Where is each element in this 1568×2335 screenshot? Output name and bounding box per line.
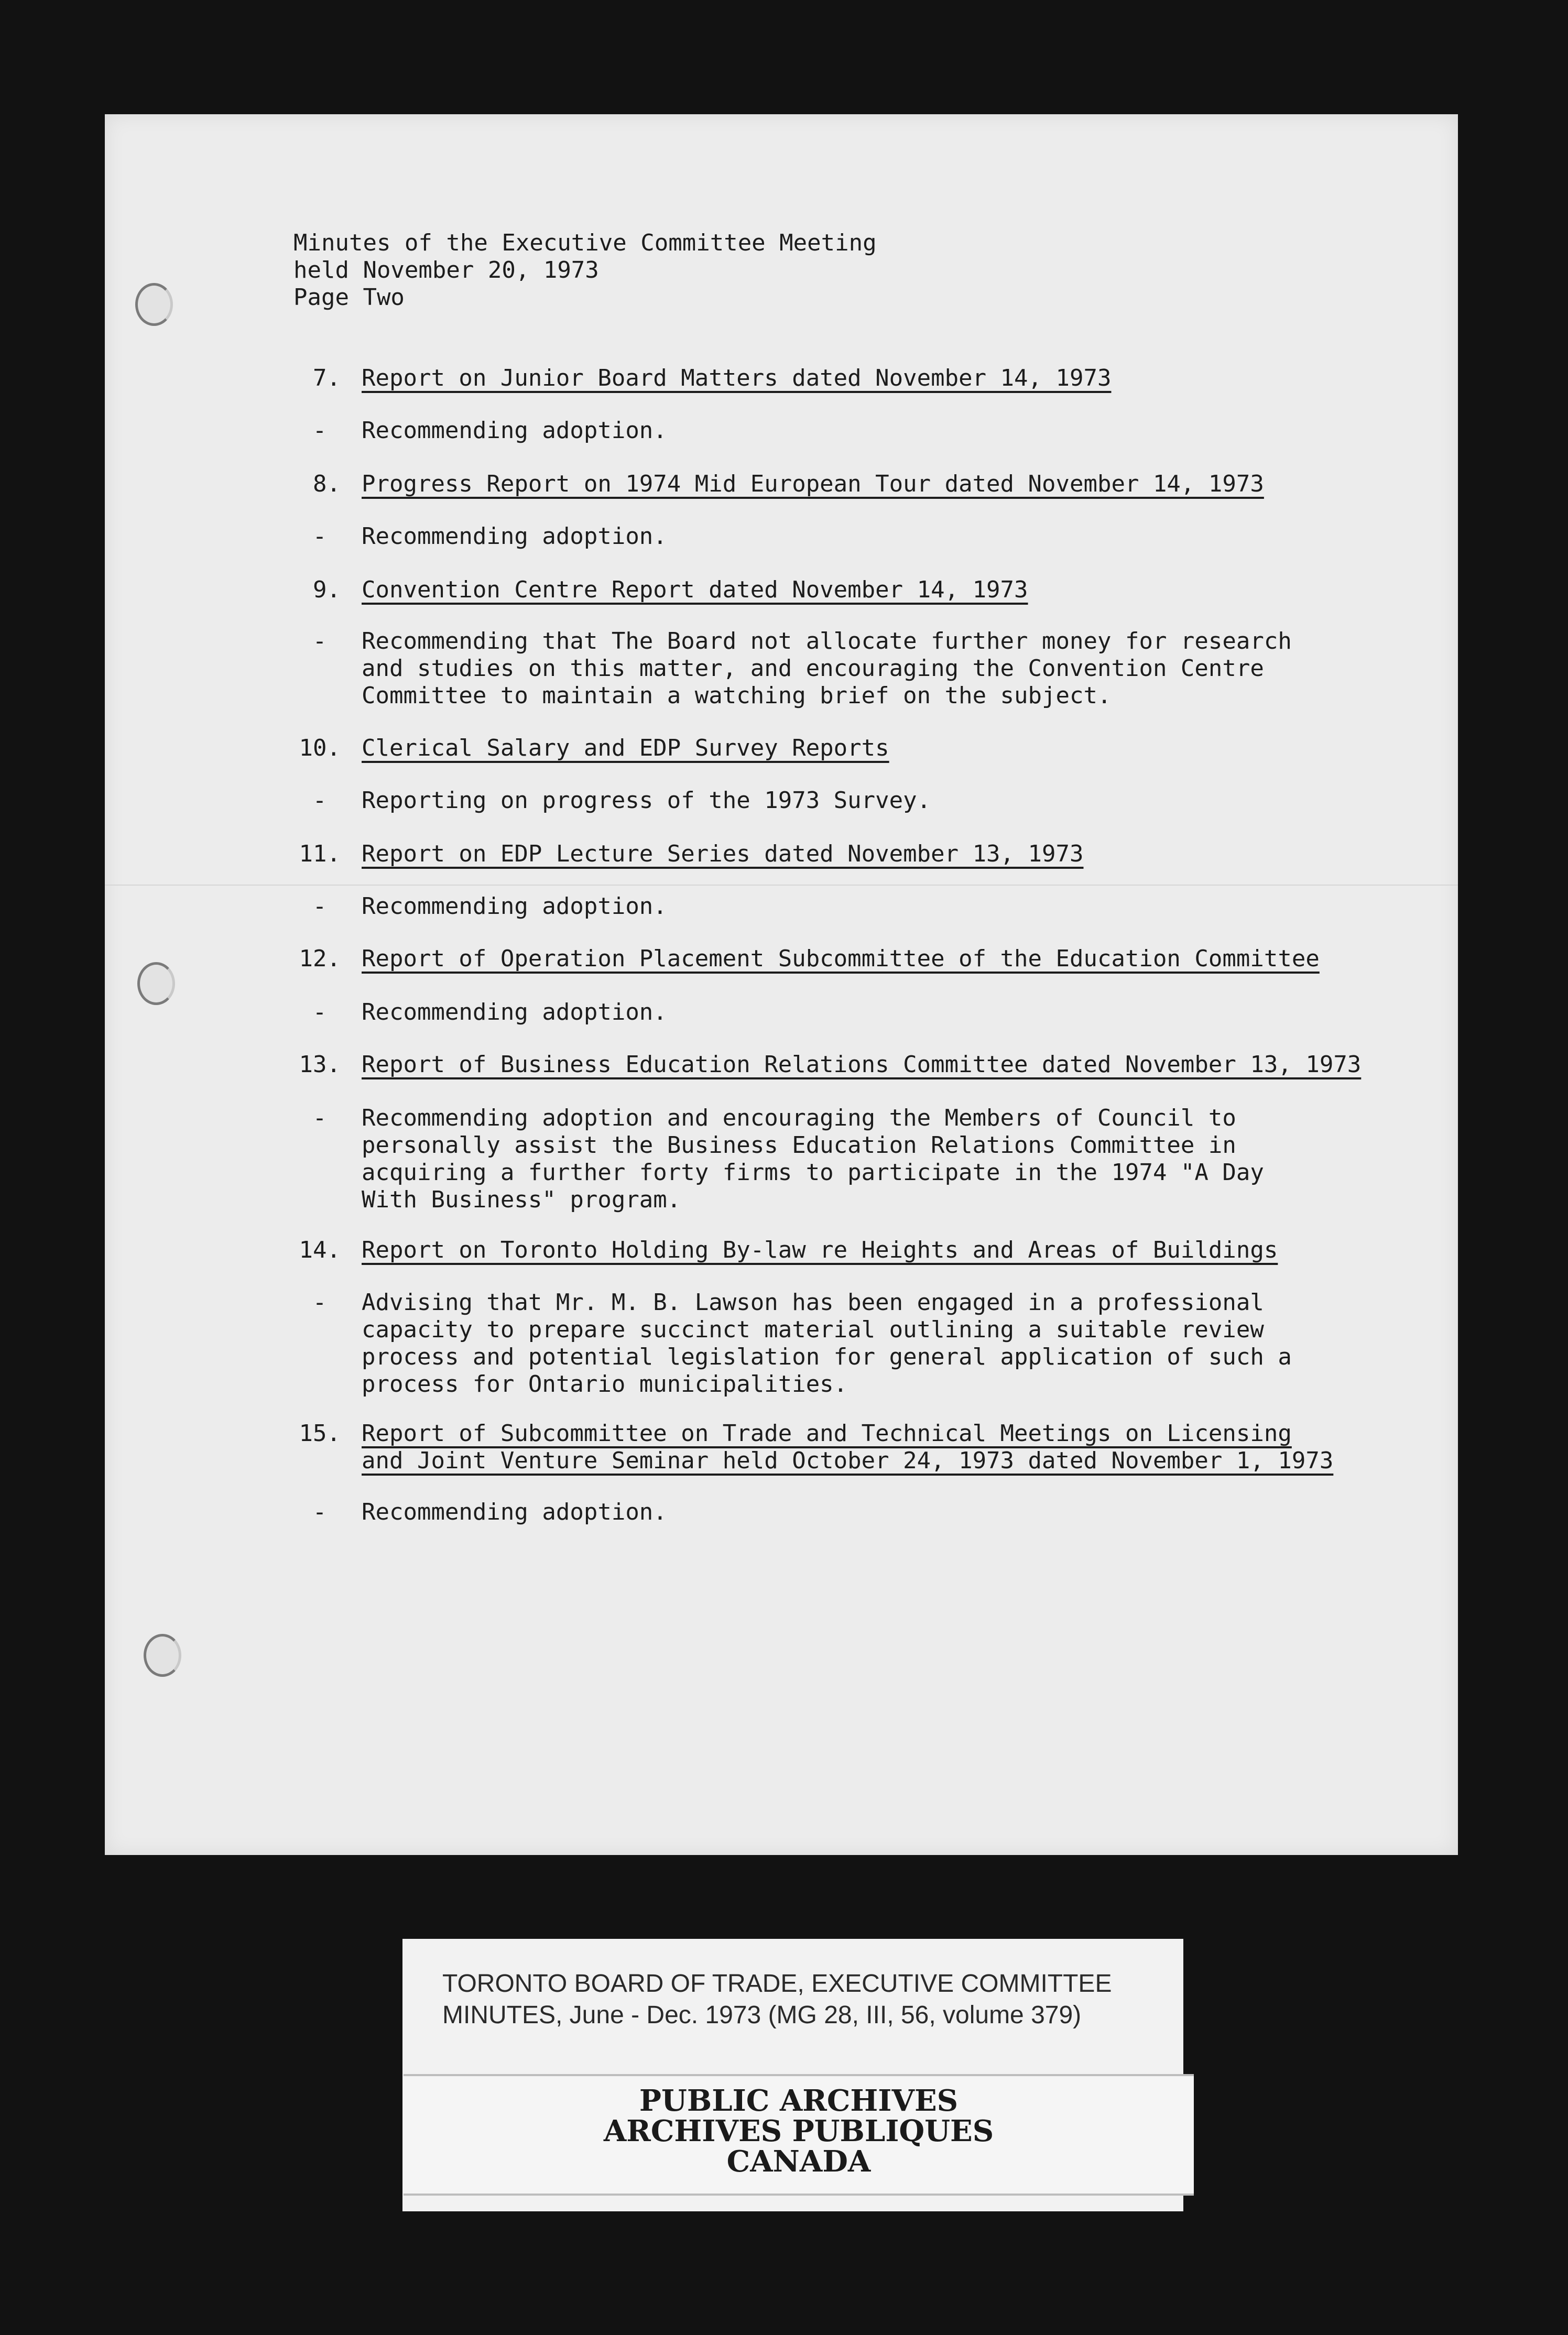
item-title: Report of Subcommittee on Trade and Technical Meetings on Licensing bbox=[362, 1420, 1292, 1447]
punch-hole bbox=[135, 283, 173, 326]
item-title: Report on Junior Board Matters dated November 14, 1973 bbox=[362, 365, 1112, 391]
bullet-dash: - bbox=[312, 417, 327, 444]
archives-stamp bbox=[404, 2074, 1194, 2196]
item-body-line: Recommending adoption. bbox=[362, 893, 667, 920]
document-page bbox=[105, 114, 1458, 1855]
item-number: 10. bbox=[299, 735, 341, 761]
item-body-line: Recommending that The Board not allocate further money for research bbox=[362, 628, 1292, 654]
item-number: 7. bbox=[313, 365, 341, 391]
item-body-line: capacity to prepare succinct material outlining a suitable review bbox=[362, 1316, 1264, 1343]
item-body-line: Recommending adoption. bbox=[362, 999, 667, 1025]
item-number: 14. bbox=[299, 1237, 341, 1263]
stamp-line: PUBLIC ARCHIVES bbox=[639, 2083, 959, 2118]
archive-label-line: TORONTO BOARD OF TRADE, EXECUTIVE COMMITTEE bbox=[442, 1970, 1112, 1998]
item-body-line: Recommending adoption. bbox=[362, 523, 667, 550]
bullet-dash: - bbox=[312, 1499, 327, 1525]
minutes-header bbox=[293, 230, 877, 311]
item-body-line: acquiring a further forty firms to participate in the 1974 "A Day bbox=[362, 1159, 1264, 1186]
item-title: Clerical Salary and EDP Survey Reports bbox=[362, 735, 889, 761]
bullet-dash: - bbox=[312, 999, 327, 1025]
bullet-dash: - bbox=[312, 787, 327, 814]
bullet-dash: - bbox=[312, 523, 327, 550]
item-body-line: Committee to maintain a watching brief on the subject. bbox=[362, 682, 1112, 709]
stamp-line: ARCHIVES PUBLIQUES bbox=[603, 2114, 994, 2148]
item-number: 8. bbox=[313, 471, 341, 497]
item-title: Convention Centre Report dated November 14, 1973 bbox=[362, 576, 1028, 603]
item-number: 13. bbox=[299, 1051, 341, 1078]
archive-label-line: MINUTES, June - Dec. 1973 (MG 28, III, 56, volume 379) bbox=[442, 2001, 1082, 2029]
punch-hole bbox=[144, 1634, 181, 1677]
item-body-line: Reporting on progress of the 1973 Survey. bbox=[362, 787, 931, 814]
bullet-dash: - bbox=[312, 628, 327, 654]
item-body-line: Advising that Mr. M. B. Lawson has been engaged in a professional bbox=[362, 1289, 1264, 1316]
item-title: Report of Business Education Relations Committee dated November 13, 1973 bbox=[362, 1051, 1362, 1078]
item-title: Report on EDP Lecture Series dated November 13, 1973 bbox=[362, 841, 1084, 867]
item-number: 11. bbox=[299, 841, 341, 867]
item-body-line: Recommending adoption. bbox=[362, 1499, 667, 1525]
bullet-dash: - bbox=[312, 1289, 327, 1316]
item-body-line: process for Ontario municipalities. bbox=[362, 1371, 848, 1398]
item-body-line: personally assist the Business Education Relations Committee in bbox=[362, 1132, 1236, 1159]
item-body-line: and studies on this matter, and encouraging the Convention Centre bbox=[362, 655, 1264, 682]
item-number: 12. bbox=[299, 945, 341, 972]
item-title: Report on Toronto Holding By-law re Heights and Areas of Buildings bbox=[362, 1237, 1278, 1263]
item-body-line: Recommending adoption and encouraging the Members of Council to bbox=[362, 1105, 1236, 1131]
page-fold-line bbox=[105, 885, 1458, 886]
bullet-dash: - bbox=[312, 1105, 327, 1131]
header-date: held November 20, 1973 bbox=[293, 257, 599, 283]
header-page: Page Two bbox=[293, 284, 405, 311]
header-title: Minutes of the Executive Committee Meeting bbox=[293, 230, 877, 256]
item-number: 9. bbox=[313, 576, 341, 603]
punch-hole bbox=[137, 962, 175, 1005]
item-body-line: Recommending adoption. bbox=[362, 417, 667, 444]
item-body-line: process and potential legislation for general application of such a bbox=[362, 1344, 1292, 1370]
item-number: 15. bbox=[299, 1420, 341, 1447]
item-title: Progress Report on 1974 Mid European Tour dated November 14, 1973 bbox=[362, 471, 1264, 497]
item-title-continued: and Joint Venture Seminar held October 24, 1973 dated November 1, 1973 bbox=[362, 1447, 1334, 1474]
item-title: Report of Operation Placement Subcommittee of the Education Committee bbox=[362, 945, 1320, 972]
stamp-line: CANADA bbox=[726, 2144, 871, 2179]
item-body-line: With Business" program. bbox=[362, 1186, 681, 1213]
bullet-dash: - bbox=[312, 893, 327, 920]
